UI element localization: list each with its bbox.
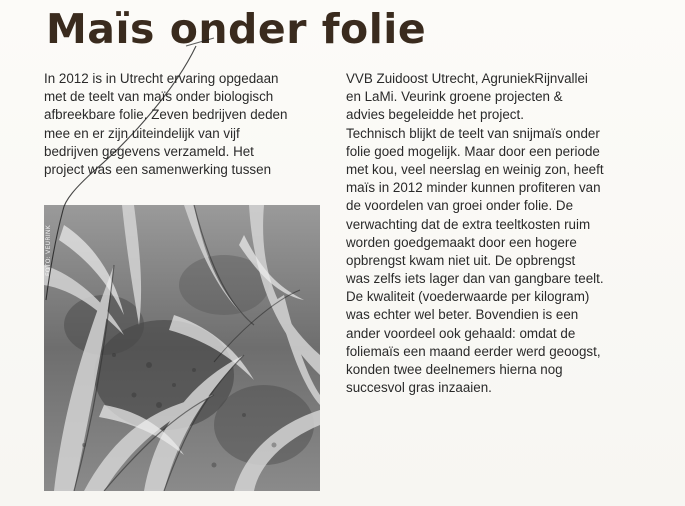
text-line: bedrijven gegevens verzameld. Het	[44, 143, 254, 159]
text-line: project was een samenwerking tussen	[44, 161, 272, 177]
text-line: konden twee deelnemers hierna nog	[346, 362, 563, 377]
text-line: met de teelt van maïs onder biologisch	[44, 89, 274, 105]
text-line: succesvol gras inzaaien.	[346, 380, 492, 396]
photo-credit: FOTO: VEURINK	[45, 225, 52, 276]
text-line: De kwaliteit (voederwaarde per kilogram)	[346, 289, 590, 305]
text-line: VVB Zuidoost Utrecht, AgruniekRijnvallei	[346, 71, 588, 86]
text-line: opbrengst kwam niet uit. De opbrengst	[346, 252, 576, 268]
text-line: foliemaïs een maand eerder werd geoogst,	[346, 343, 601, 359]
text-line: maïs in 2012 minder kunnen profiteren van	[346, 180, 601, 196]
text-line: en LaMi. Veurink groene projecten &	[346, 89, 563, 105]
text-line: was echter wel beter. Bovendien is een	[346, 307, 579, 323]
article-title: Maïs onder folie	[46, 5, 427, 53]
text-line: de voordelen van groei onder folie. De	[346, 198, 574, 214]
article-left-column	[44, 70, 287, 179]
text-line: met kou, veel neerslag en weinig zon, heeft	[346, 161, 604, 177]
article-right-column	[346, 70, 604, 397]
text-line: was zelfs iets lager dan van gangbare teelt.	[346, 271, 604, 287]
text-line: afbreekbare folie. Zeven bedrijven deden	[44, 107, 288, 123]
text-line: verwachting dat de extra teeltkosten ruim	[346, 216, 591, 232]
text-line: folie goed mogelijk. Maar door een periode	[346, 143, 600, 159]
maize-field-photo	[44, 205, 320, 491]
text-line: worden goedgemaakt door een hogere	[346, 234, 577, 250]
maize-field-image	[44, 205, 320, 491]
text-line: Technisch blijkt de teelt van snijmaïs onder	[346, 125, 600, 141]
text-line: In 2012 is in Utrecht ervaring opgedaan	[44, 71, 279, 86]
text-line: ander voordeel ook gehaald: omdat de	[346, 325, 576, 341]
text-line: advies begeleidde het project.	[346, 107, 524, 123]
text-line: mee en er zijn uiteindelijk van vijf	[44, 125, 240, 141]
